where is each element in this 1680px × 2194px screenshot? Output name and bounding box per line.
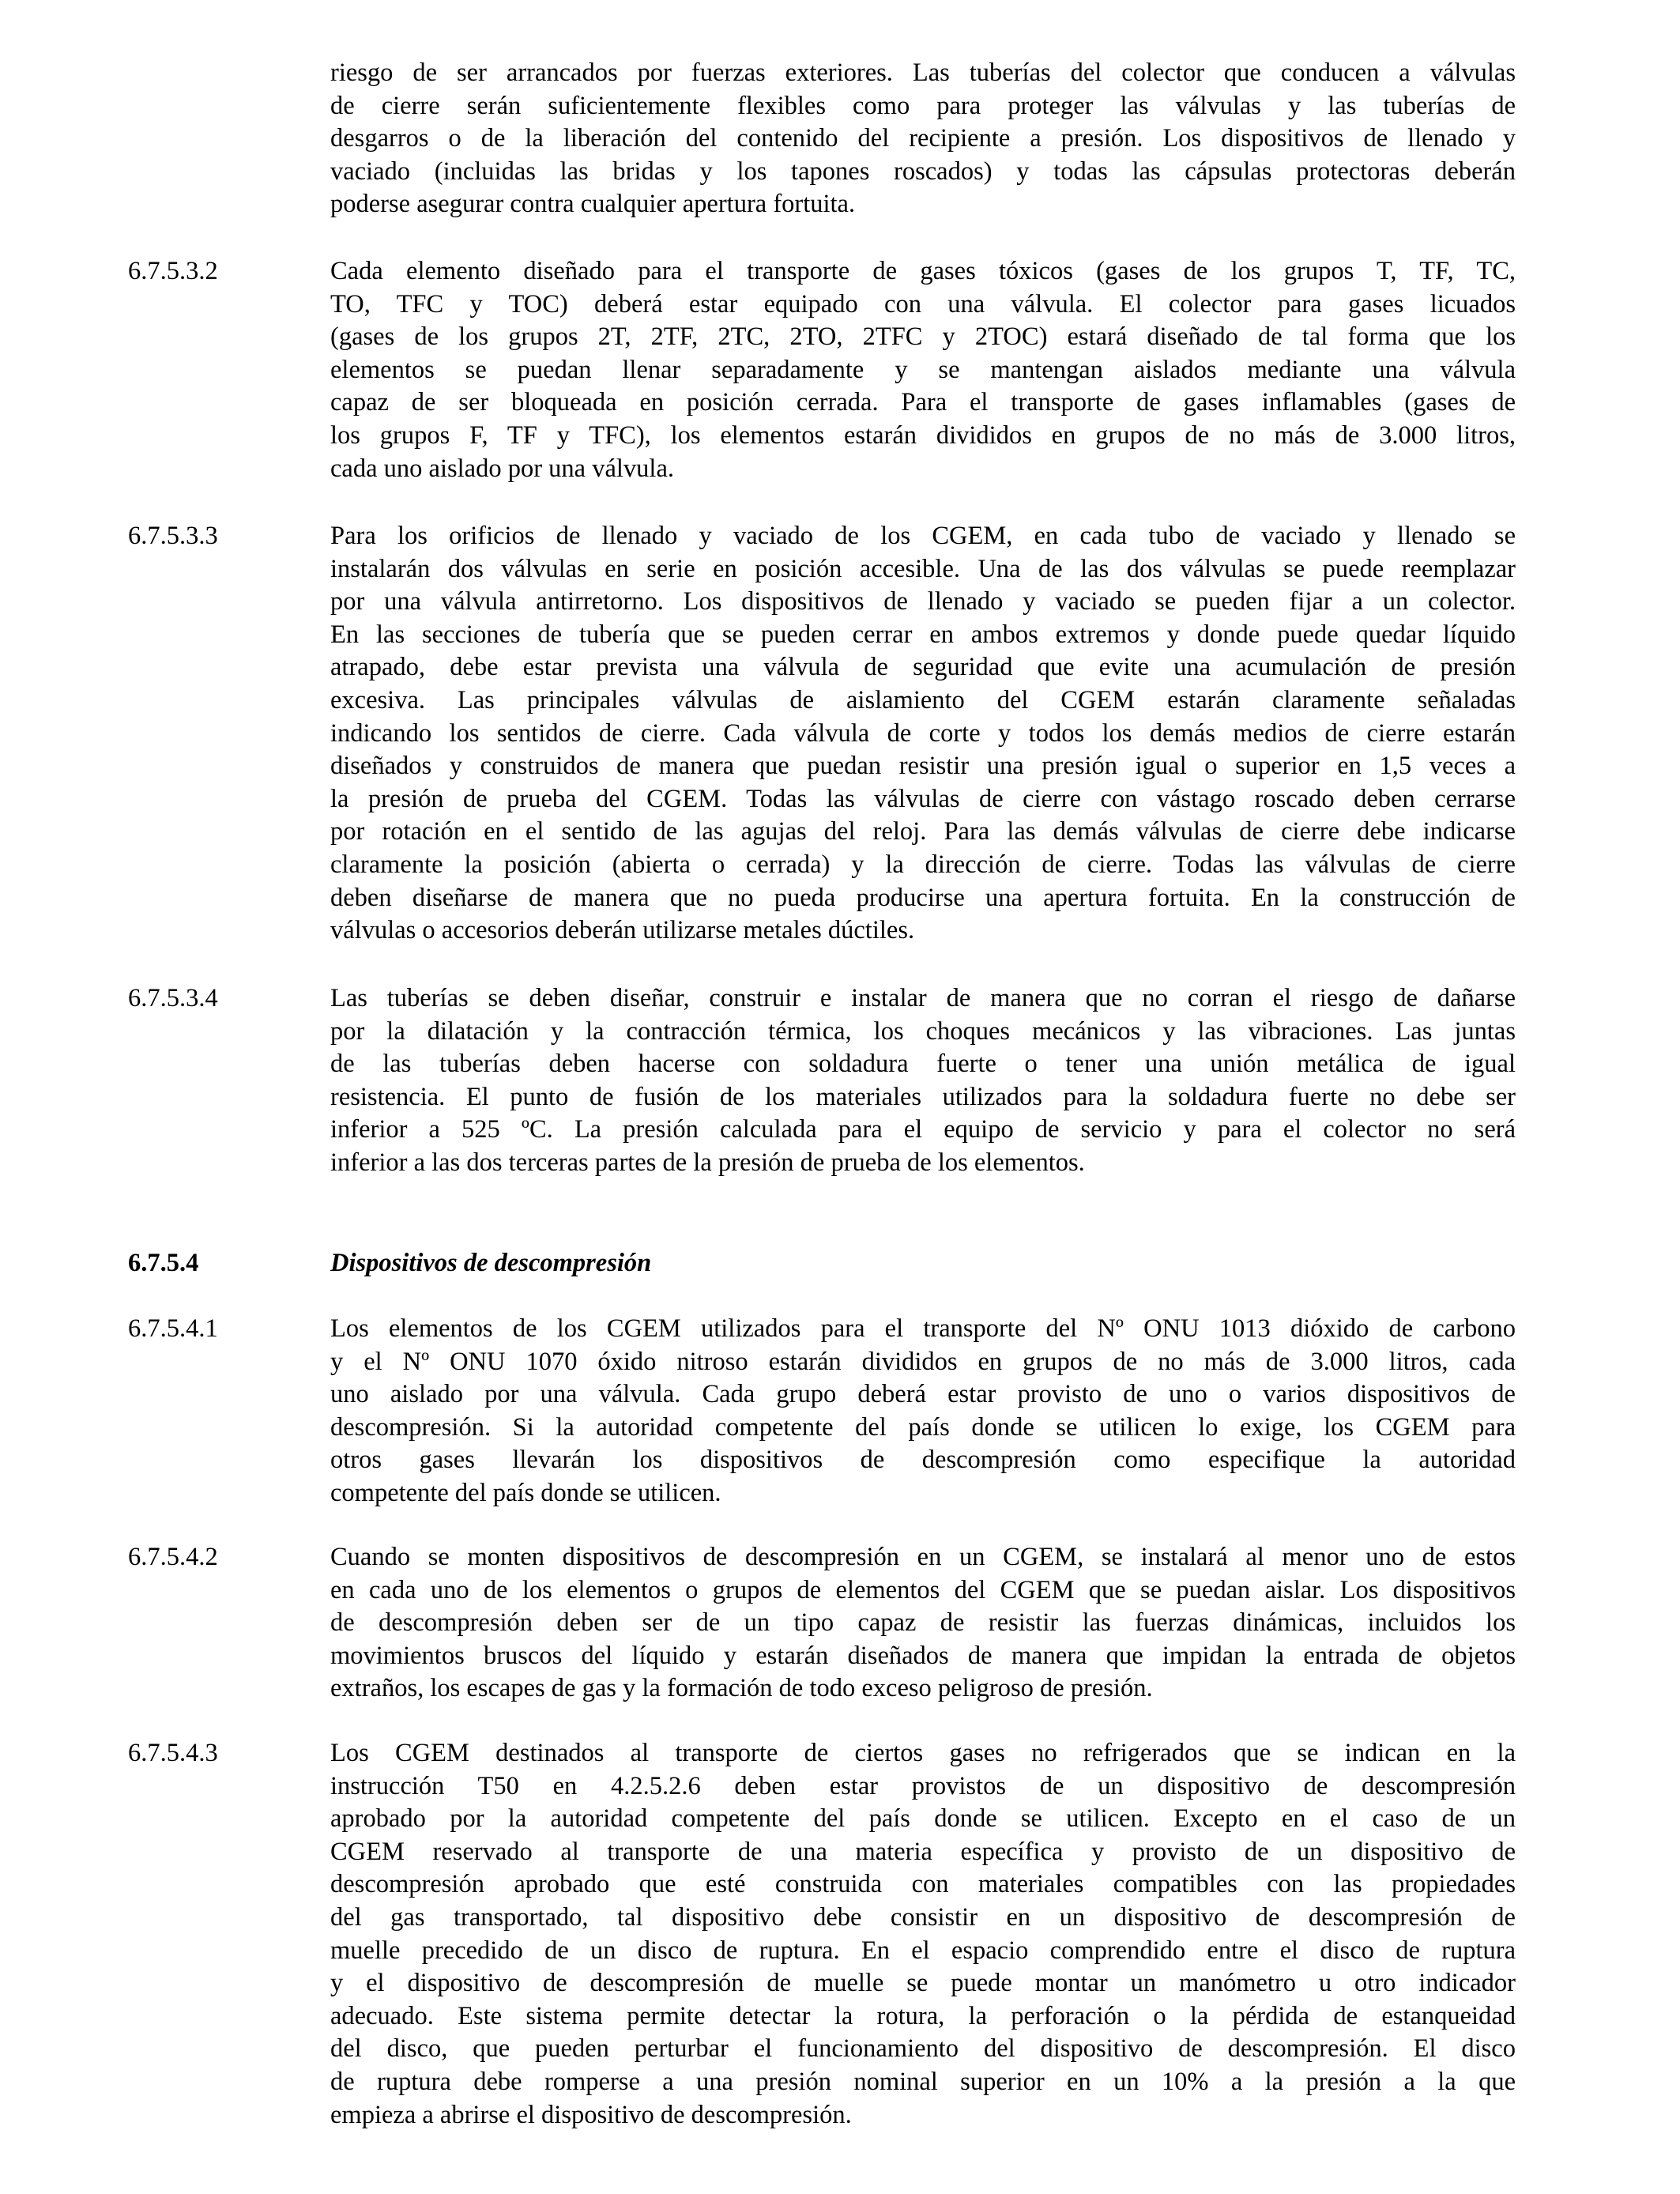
text-line: de cierre serán suficientemente flexibles como para proteger las válvulas y las tuberías de	[330, 91, 1516, 120]
paragraph-number: 6.7.5.3.3	[128, 522, 218, 550]
text-line: por rotación en el sentido de las agujas del reloj. Para las demás válvulas de cierre debe indicarse	[330, 817, 1516, 846]
text-line: la presión de prueba del CGEM. Todas las válvulas de cierre con vástago roscado deben cerrarse	[330, 784, 1516, 813]
paragraph-text	[330, 982, 1516, 1180]
text-line: resistencia. El punto de fusión de los materiales utilizados para la soldadura fuerte no debe ser	[330, 1082, 1516, 1111]
paragraph-text	[330, 1313, 1516, 1510]
text-line: instalarán dos válvulas en serie en posición accesible. Una de las dos válvulas se puede reemplazar	[330, 554, 1516, 583]
text-line: otros gases llevarán los dispositivos de descompresión como especifique la autoridad	[330, 1446, 1516, 1475]
text-line: de las tuberías deben hacerse con soldadura fuerte o tener una unión metálica de igual	[330, 1050, 1516, 1079]
paragraph-text	[330, 1737, 1516, 2132]
text-line: riesgo de ser arrancados por fuerzas exteriores. Las tuberías del colector que conducen a válvulas	[330, 58, 1516, 87]
text-line: y el dispositivo de descompresión de muelle se puede montar un manómetro u otro indicador	[330, 1969, 1516, 1998]
text-line: del gas transportado, tal dispositivo debe consistir en un dispositivo de descompresión de	[330, 1902, 1516, 1932]
text-line: válvulas o accesorios deberán utilizarse metales dúctiles.	[330, 916, 915, 945]
text-line: Para los orificios de llenado y vaciado de los CGEM, en cada tubo de vaciado y llenado se	[330, 522, 1516, 550]
paragraph-number: 6.7.5.4.1	[128, 1314, 218, 1343]
text-line: Cada elemento diseñado para el transporte de gases tóxicos (gases de los grupos T, TF, TC,	[330, 257, 1516, 285]
text-line: Las tuberías se deben diseñar, construir e instalar de manera que no corran el riesgo de dañarse	[330, 984, 1516, 1012]
text-line: instrucción T50 en 4.2.5.2.6 deben estar provistos de un dispositivo de descompresión	[330, 1771, 1516, 1800]
section-title-wrap	[330, 1247, 1516, 1280]
paragraph-number: 6.7.5.4.2	[128, 1543, 218, 1571]
text-line: uno aislado por una válvula. Cada grupo deberá estar provisto de uno o varios dispositivos de	[330, 1380, 1516, 1409]
text-line: y el Nº ONU 1070 óxido nitroso estarán divididos en grupos de no más de 3.000 litros, cada	[330, 1347, 1516, 1376]
text-line: empieza a abrirse el dispositivo de descompresión.	[330, 2100, 852, 2129]
text-line: los grupos F, TF y TFC), los elementos estarán divididos en grupos de no más de 3.000 litros,	[330, 420, 1516, 450]
text-line: Cuando se monten dispositivos de descompresión en un CGEM, se instalará al menor uno de estos	[330, 1543, 1516, 1571]
text-line: Los elementos de los CGEM utilizados para el transporte del Nº ONU 1013 dióxido de carbono	[330, 1314, 1516, 1343]
text-line: descompresión. Si la autoridad competente del país donde se utilicen lo exige, los CGEM para	[330, 1412, 1516, 1442]
paragraph-text	[330, 1541, 1516, 1706]
text-line: en cada uno de los elementos o grupos de elementos del CGEM que se puedan aislar. Los dispositivos	[330, 1575, 1516, 1604]
paragraph-number: 6.7.5.3.2	[128, 257, 218, 285]
text-line: indicando los sentidos de cierre. Cada válvula de corte y todos los demás medios de cierre estarán	[330, 718, 1516, 748]
text-line: movimientos bruscos del líquido y estarán diseñados de manera que impidan la entrada de objetos	[330, 1641, 1516, 1670]
text-line: Los CGEM destinados al transporte de ciertos gases no refrigerados que se indican en la	[330, 1739, 1516, 1767]
text-line: CGEM reservado al transporte de una materia específica y provisto de un dispositivo de	[330, 1837, 1516, 1866]
text-line: excesiva. Las principales válvulas de aislamiento del CGEM estarán claramente señaladas	[330, 685, 1516, 714]
text-line: claramente la posición (abierta o cerrada) y la dirección de cierre. Todas las válvulas de cierre	[330, 850, 1516, 879]
text-line: aprobado por la autoridad competente del país donde se utilicen. Excepto en el caso de un	[330, 1804, 1516, 1834]
text-line: inferior a las dos terceras partes de la presión de prueba de los elementos.	[330, 1148, 1085, 1177]
text-line: por una válvula antirretorno. Los dispositivos de llenado y vaciado se pueden fijar a un colector.	[330, 587, 1516, 616]
section-title: Dispositivos de descompresión	[330, 1249, 652, 1277]
text-line: vaciado (incluidas las bridas y los tapones roscados) y todas las cápsulas protectoras deberán	[330, 156, 1516, 186]
text-line: extraños, los escapes de gas y la formación de todo exceso peligroso de presión.	[330, 1674, 1153, 1703]
text-line: atrapado, debe estar prevista una válvula de seguridad que evite una acumulación de presión	[330, 653, 1516, 682]
text-line: deben diseñarse de manera que no pueda producirse una apertura fortuita. En la construcción de	[330, 883, 1516, 912]
text-line: TO, TFC y TOC) deberá estar equipado con una válvula. El colector para gases licuados	[330, 289, 1516, 319]
text-line: de descompresión deben ser de un tipo capaz de resistir las fuerzas dinámicas, incluidos los	[330, 1608, 1516, 1638]
text-line: cada uno aislado por una válvula.	[330, 454, 674, 483]
text-line: elementos se puedan llenar separadamente y se mantengan aislados mediante una válvula	[330, 355, 1516, 384]
paragraph-text	[330, 520, 1516, 948]
text-line: adecuado. Este sistema permite detectar la rotura, la perforación o la pérdida de estanqueidad	[330, 2001, 1516, 2030]
text-line: capaz de ser bloqueada en posición cerrada. Para el transporte de gases inflamables (gases de	[330, 388, 1516, 417]
text-line: del disco, que pueden perturbar el funcionamiento del dispositivo de descompresión. El disco	[330, 2034, 1516, 2064]
text-line: (gases de los grupos 2T, 2TF, 2TC, 2TO, 2TFC y 2TOC) estará diseñado de tal forma que los	[330, 322, 1516, 352]
paragraph-number: 6.7.5.4.3	[128, 1739, 218, 1767]
paragraph-text	[330, 57, 1516, 221]
text-line: competente del país donde se utilicen.	[330, 1478, 721, 1507]
paragraph-text	[330, 255, 1516, 485]
text-line: diseñados y construidos de manera que puedan resistir una presión igual o superior en 1,5 veces a	[330, 752, 1516, 781]
text-line: por la dilatación y la contracción térmica, los choques mecánicos y las vibraciones. Las juntas	[330, 1016, 1516, 1046]
text-line: En las secciones de tubería que se pueden cerrar en ambos extremos y donde puede quedar líquido	[330, 620, 1516, 649]
section-number: 6.7.5.4	[128, 1249, 199, 1277]
text-line: desgarros o de la liberación del contenido del recipiente a presión. Los dispositivos de llenado y	[330, 124, 1516, 153]
text-line: muelle precedido de un disco de ruptura. En el espacio comprendido entre el disco de ruptura	[330, 1936, 1516, 1965]
text-line: de ruptura debe romperse a una presión nominal superior en un 10% a la presión a la que	[330, 2067, 1516, 2096]
text-line: poderse asegurar contra cualquier apertura fortuita.	[330, 190, 856, 219]
paragraph-number: 6.7.5.3.4	[128, 984, 218, 1012]
text-line: inferior a 525 ºC. La presión calculada para el equipo de servicio y para el colector no será	[330, 1115, 1516, 1144]
text-line: descompresión aprobado que esté construida con materiales compatibles con las propiedades	[330, 1870, 1516, 1899]
